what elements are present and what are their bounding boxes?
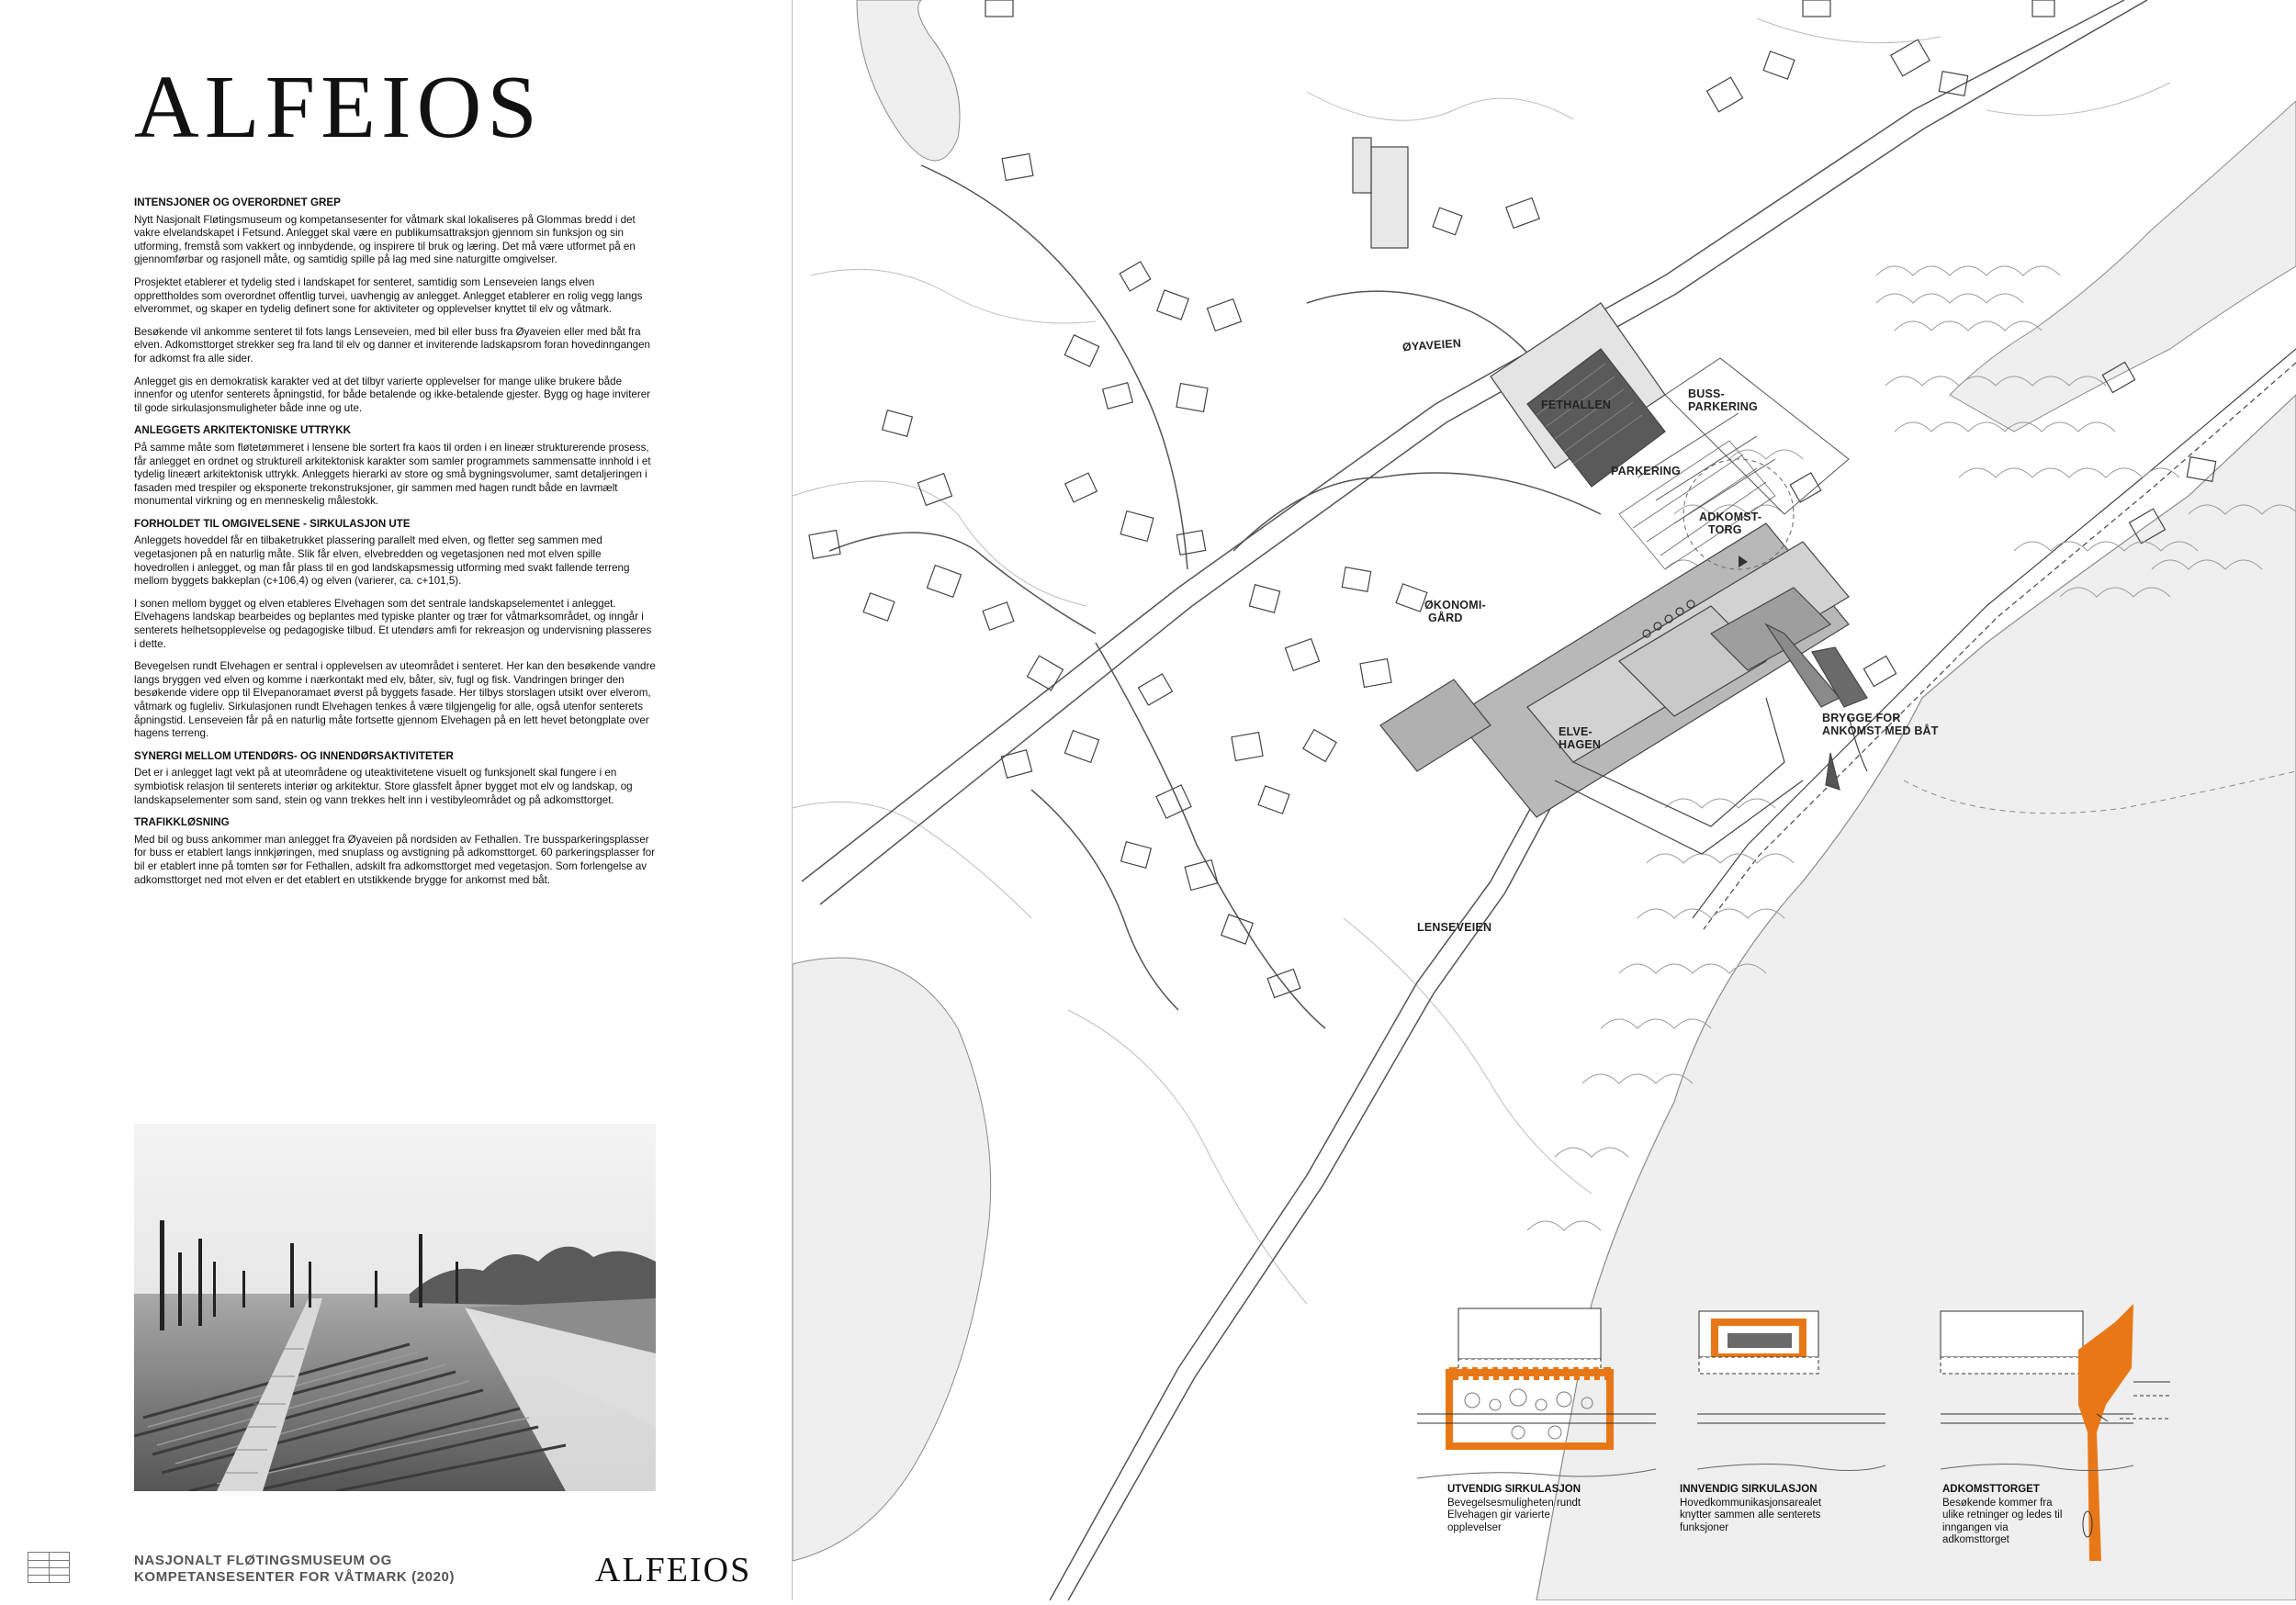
label-okonomigard: [1424, 599, 1486, 624]
label-okonomigard-line1: ØKONOMI-: [1424, 599, 1486, 612]
label-bussparkering-line2: PARKERING: [1688, 400, 1758, 413]
label-brygge-line1: BRYGGE FOR: [1822, 712, 1901, 724]
label-adkomsttorg-line2: TORG: [1708, 523, 1742, 536]
caption-text: Besøkende kommer fra ulike retninger og ledes til inngangen via adkomsttorget: [1942, 1497, 2063, 1545]
paragraph: Besøkende vil ankomme senteret til fots langs Lenseveien, med bil eller buss fra Øyaveien eller med båt fra elven. Adkomsttorget strekker seg fra land til elv og danner et inviterende ladskapsrom foran hovedinngangen for adkomst fra alle sider.: [134, 325, 650, 365]
site-plan-drawing: [793, 0, 2296, 1600]
footer-line-1: NASJONALT FLØTINGSMUSEUM OG: [134, 1553, 392, 1568]
label-adkomsttorg: [1699, 511, 1761, 536]
project-title: ALFEIOS: [134, 58, 543, 157]
section-intensjoner: [134, 196, 656, 415]
section-heading: TRAFIKKLØSNING: [134, 816, 230, 829]
label-adkomsttorg-line1: ADKOMST-: [1699, 511, 1762, 523]
caption-adkomsttorget: [1942, 1484, 2071, 1547]
caption-utvendig: [1447, 1484, 1604, 1534]
paragraph: Bevegelsen rundt Elvehagen er sentral i opplevelsen av uteområdet i senteret. Her kan den besøkende vandre langs bryggen ved elven og komme i nærkontakt med elv, båter, siv, fugl og fisk. Vandringen bringer den besøkende videre opp til Elvepanoramaet øverst på byggets fasade. Her tilbys storslagen utsikt over elverom, våtmark og fugleliv. Sirkulasjonen rundt Elvehagen tenkes å være tilgjengelig for alle, også utenfor senterets åpningstid. Lenseveien får på en naturlig måte fortsette gjennom Elvehagen på en lett hevet betongplate over hagens terreng.: [134, 660, 656, 740]
label-elvehagen: [1559, 725, 1601, 751]
section-omgivelsene: [134, 518, 656, 741]
paragraph: Anleggets hoveddel får en tilbaketrukket plassering parallelt med elven, og fletter seg sammen med vegetasjonen på en naturlig måte. Slik får elven, elvebredden og vegetasjonen ned mot elven spille hovedrollen i anlegget, og man får plass til en god landskapsmessig utforming med svakt fallende terreng mellom byggets bakkeplan (c+106,4) og elven (varierer, ca. c+101,5).: [134, 534, 630, 588]
caption-text: Bevegelsesmuligheten rundt Elvehagen gir varierte opplevelser: [1447, 1497, 1581, 1533]
project-description: [134, 196, 656, 896]
caption-title: INNVENDIG SIRKULASJON: [1680, 1484, 1818, 1495]
label-brygge: [1822, 712, 1939, 737]
paragraph: Med bil og buss ankommer man anlegget fra Øyaveien på nordsiden av Fethallen. Tre bussparkeringsplasser for buss er etablert langs innkjøringen, med snuplass og avstigning på adkomsttorget. 60 parkeringsplasser for bil er etablert inne på tomten sør for Fethallen, adskilt fra adkomsttorget med vegetasjon. Som forlengelse av adkomsttorget ned mot elven er det etablert en utstikkende brygge for ankomst med båt.: [134, 833, 656, 886]
section-uttrykk: [134, 424, 656, 509]
section-heading: SYNERGI MELLOM UTENDØRS- OG INNENDØRSAKTIVITETER: [134, 749, 454, 762]
site-plan: [793, 0, 2296, 1600]
footer-logo: ALFEIOS: [595, 1551, 752, 1589]
paragraph: Anlegget gis en demokratisk karakter ved at det tilbyr varierte opplevelser for mange ulike brukere både innenfor og utenfor senterets åpningstid, for både betalende og ikke-betalende gjester. Bygg og hage inviterer til gode sirkulasjonsmuligheter både inne og ute.: [134, 375, 651, 414]
label-brygge-line2: ANKOMST MED BÅT: [1822, 724, 1939, 737]
section-heading: ANLEGGETS ARKITEKTONISKE UTTRYKK: [134, 424, 351, 437]
label-okonomigard-line2: GÅRD: [1428, 612, 1463, 624]
label-oyaveien: ØYAVEIEN: [1401, 336, 1462, 354]
paragraph: I sonen mellom bygget og elven etableres Elvehagen som det sentrale landskapselementet i anlegget. Elvehagens landskap bearbeides og beplantes med typiske planter og trær for våtmarksområdet, og inngår i senterets helhetsopplevelse og pedagogiske tilbud. Et utendørs amfi for rekreasjon og undervisning plasseres i dette.: [134, 597, 652, 650]
paragraph: Prosjektet etablerer et tydelig sted i landskapet for senteret, samtidig som Lenseveien langs elven opprettholdes som overordnet offentlig turvei, uavhengig av anlegget. Anlegget etablerer en rolig vegg langs elverommet, og skaper en tydelig definert sone for aktiviteter og opplevelser knyttet til elv og våtmark.: [134, 275, 643, 316]
paragraph: Nytt Nasjonalt Fløtingsmuseum og kompetansesenter for våtmark skal lokaliseres på Glommas bredd i det vakre elvelandskapet i Fetsund. Anlegget skal være en publikumsattraksjon gjennom sin funksjon og sin utforming, fremstå som vakkert og innbydende, og inspirere til bruk og læring. Det må være utformet på en gjennomførbar og rasjonell måte, og samtidig spille på lag med sine naturgitte omgivelser.: [134, 213, 636, 266]
paragraph: På samme måte som fløtetømmeret i lensene ble sortert fra kaos til orden i en lineær strukturerende prosess, får anlegget en ordnet og strukturell arkitektonisk karakter som samler programmets sammensatte innhold i et tydelig lineært arkitektonisk uttrykk. Anleggets hierarki av store og små bygningsvolumer, samt detaljeringen i fasaden med trespiler og eksponerte trekonstruksjoner, gir sammen med hagen rundt både en lavmælt monumental virkning og en menneskelig målestokk.: [134, 441, 651, 508]
label-fethallen: FETHALLEN: [1541, 398, 1612, 411]
label-bussparkering-line1: BUSS-: [1688, 387, 1725, 400]
label-lenseveien: LENSEVEIEN: [1417, 921, 1492, 934]
section-synergi: [134, 750, 656, 807]
footer-line-2: KOMPETANSESENTER FOR VÅTMARK (2020): [134, 1569, 456, 1585]
label-elvehagen-line2: HAGEN: [1559, 738, 1602, 751]
section-trafikk: [134, 816, 656, 887]
caption-text: Hovedkommunikasjonsarealet knytter sammen alle senterets funksjoner: [1680, 1497, 1822, 1533]
label-elvehagen-line1: ELVE-: [1559, 725, 1593, 738]
section-heading: INTENSJONER OG OVERORDNET GREP: [134, 196, 341, 208]
label-bussparkering: [1688, 387, 1758, 413]
text-panel: [0, 0, 792, 1600]
footer-subtitle: [134, 1553, 455, 1586]
timber-photo-image: [134, 1124, 656, 1491]
caption-innvendig: [1680, 1484, 1836, 1534]
grid-logo-icon: [28, 1552, 70, 1583]
section-heading: FORHOLDET TIL OMGIVELSENE - SIRKULASJON UTE: [134, 517, 411, 530]
timber-photo: [134, 1124, 656, 1491]
paragraph: Det er i anlegget lagt vekt på at uteområdene og uteaktivitetene visuelt og funksjonelt skal fungere i en symbiotisk relasjon til senterets interiør og arkitektur. Store glassfelt åpner bygget mot elv og landskap, og landskapselementer som sand, stein og vann trekkes helt inn i vestibyleområdet og på adkomsttorget.: [134, 767, 633, 806]
caption-title: UTVENDIG SIRKULASJON: [1447, 1484, 1581, 1495]
caption-title: ADKOMSTTORGET: [1942, 1484, 2040, 1495]
label-parkering: PARKERING: [1611, 465, 1681, 477]
